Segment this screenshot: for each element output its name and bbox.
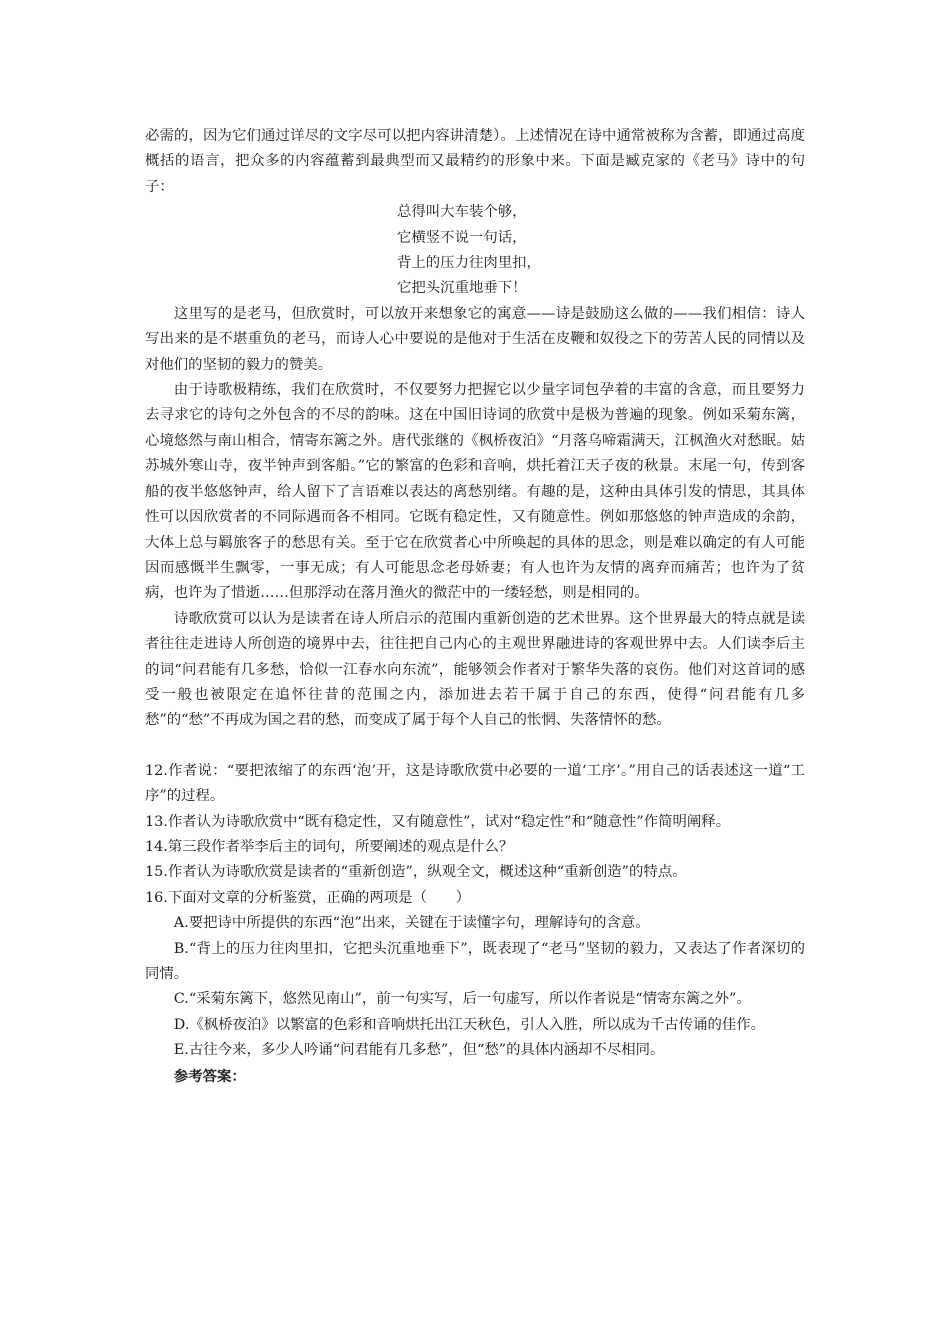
option-e: E.古往今来，多少人吟诵“问君能有几多愁”，但“愁”的具体内涵却不尽相同。 (173, 1042, 665, 1059)
poem-line: 总得叫大车装个够， (397, 204, 527, 221)
spacer (145, 734, 805, 759)
option-b: B.“背上的压力往肉里扣，它把头沉重地垂下”，既表现了“老马”坚韧的毅力，又表达了作者深切的同情。 (145, 940, 805, 982)
option-d: D.《枫桥夜泊》以繁富的色彩和音响烘托出江天秋色，引人入胜，所以成为千古传诵的佳作。 (173, 1016, 766, 1033)
document-page (145, 124, 805, 1089)
poem-excerpt (145, 200, 805, 302)
option-a: A.要把诗中所提供的东西“泡”出来，关键在于读懂字句，理解诗句的含意。 (173, 915, 650, 932)
question-15: 15.作者认为诗歌欣赏是读者的“重新创造”，纵观全文，概述这种“重新创造”的特点。 (145, 864, 687, 881)
poem-line: 它横竖不说一句话， (397, 229, 527, 246)
paragraph-2: 由于诗歌极精练，我们在欣赏时，不仅要努力把握它以少量字词包孕着的丰富的含意，而且要努力去寻求它的诗句之外包含的不尽的韵味。这在中国旧诗词的欣赏中是极为普遍的现象。例如采菊东篱，心境悠然与南山相合，情寄东篱之外。唐代张继的《枫桥夜泊》“月落乌啼霜满天，江枫渔火对愁眠。姑苏城外寒山寺，夜半钟声到客船。”它的繁富的色彩和音响，烘托着江天子夜的秋景。末尾一句，传到客船的夜半悠悠钟声，给人留下了言语难以表达的离愁别绪。有趣的是，这种由具体引发的情思，其具体性可以因欣赏者的不同际遇而各不相同。它既有稳定性，又有随意性。例如那悠悠的钟声造成的余韵，大体上总与羁旅客子的愁思有关。至于它在欣赏者心中所唤起的具体的思念，则是难以确定的有人可能因而感慨半生飘零，一事无成；有人可能思念老母娇妻；有人也许为友情的离弃而痛苦；也许为了贫病，也许为了惜逝……但那浮动在落月渔火的微茫中的一缕轻愁，则是相同的。 (145, 382, 805, 602)
question-14: 14.第三段作者举李后主的词句，所要阐述的观点是什么？ (145, 838, 514, 855)
option-c: C.“采菊东篱下，悠然见南山”，前一句实写，后一句虚写，所以作者说是“情寄东篱之外”。 (173, 991, 751, 1008)
paragraph-3: 诗歌欣赏可以认为是读者在诗人所启示的范围内重新创造的艺术世界。这个世界最大的特点就是读者往往走进诗人所创造的境界中去，往往把自己内心的主观世界融进诗的客观世界中去。人们读李后主的词“问君能有几多愁，恰似一江春水向东流”，能够领会作者对于繁华失落的哀伤。他们对这首词的感受一般也被限定在追怀往昔的范围之内，添加进去若干属于自己的东西，使得“问君能有几多愁”的“愁”不再成为国之君的愁，而变成了属于每个人自己的怅惘、失落情怀的愁。 (145, 610, 805, 729)
poem-line: 它把头沉重地垂下！ (397, 280, 527, 297)
question-16: 16.下面对文章的分析鉴赏，正确的两项是（ ） (145, 889, 471, 906)
passage-intro: 必需的，因为它们通过详尽的文字尽可以把内容讲清楚）。上述情况在诗中通常被称为含蓄，即通过高度概括的语言，把众多的内容蕴蓄到最典型而又最精约的形象中来。下面是臧克家的《老马》诗中的句子： (145, 128, 805, 195)
paragraph-after-poem: 这里写的是老马，但欣赏时，可以放开来想象它的寓意——诗是鼓励这么做的——我们相信：诗人写出来的是不堪重负的老马，而诗人心中要说的是他对于生活在皮鞭和奴役之下的劳苦人民的同情以及对他们的坚韧的毅力的赞美。 (145, 305, 805, 373)
poem-line: 背上的压力往肉里扣， (397, 255, 541, 272)
question-12: 12.作者说：“要把浓缩了的东西‘泡’开，这是诗歌欣赏中必要的一道‘工序’。”用自己的话表述这一道“工序”的过程。 (145, 762, 805, 805)
answer-heading: 参考答案： (173, 1067, 246, 1085)
question-13: 13.作者认为诗歌欣赏中“既有稳定性，又有随意性”，试对“稳定性”和“随意性”作简明阐释。 (145, 813, 731, 830)
